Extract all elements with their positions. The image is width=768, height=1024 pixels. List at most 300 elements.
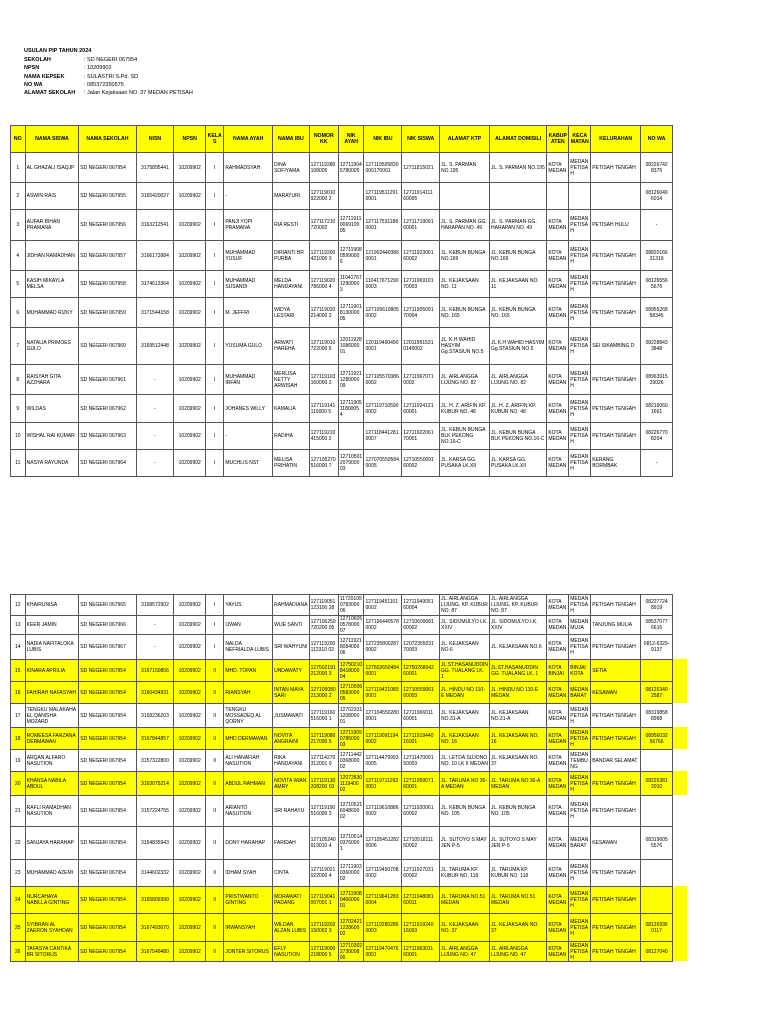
- cell-kelas: II: [206, 660, 224, 682]
- cell-alamat-ktp: JL. KEJAKSAAN NO. 16: [440, 728, 490, 750]
- cell-kelurahan: KESAWAN: [591, 827, 641, 860]
- cell-alamat-ktp: JL. TARUMA KP. KUBUR NO. 118: [440, 860, 490, 887]
- cell-nama-ayah: ARIANTO NASUTION: [224, 796, 273, 827]
- cell-kabupaten: KOTA MEDAN: [547, 796, 569, 827]
- cell-no: 7: [11, 328, 26, 365]
- cell-kelas: II: [206, 914, 224, 942]
- cell-nama-ibu: RADIHA: [273, 423, 310, 450]
- cell-nisn: -: [136, 395, 174, 423]
- cell-nisn: 3169512448: [136, 328, 174, 365]
- cell-nama-ayah: M. JEFFRI: [224, 298, 273, 328]
- cell-nama-ayah: YAYUS: [224, 595, 273, 616]
- cell-npsn: 10209902: [174, 860, 206, 887]
- cell-nama-sekolah: SD NEGERI 067954: [79, 860, 136, 887]
- cell-nik-ayah: 127119051180005 4: [338, 395, 364, 423]
- cell-nama-ibu: MELISA PRIHATIN: [273, 450, 310, 477]
- cell-nik-ibu: 1104176712900003: [364, 271, 402, 298]
- cell-nama-siswa: KEER JAMIN: [25, 616, 79, 635]
- cell-nisn: 3174613364: [136, 271, 174, 298]
- table-row: [11, 595, 673, 616]
- cell-alamat-domisili: JL. AIRLANGGA LIJUNG NO. 82: [490, 365, 547, 395]
- table-row: [11, 860, 673, 887]
- cell-no-wa: 08956032 56766: [641, 728, 673, 750]
- cell-nama-siswa: NADIA NAFITALOKA LUBIS: [25, 635, 79, 660]
- cell-alamat-domisili: JL. TARUMA NO.51 MEDAN: [490, 887, 547, 914]
- cell-nama-ibu: SRI RAHAYU: [273, 796, 310, 827]
- cell-alamat-ktp: JL. AIRLANGGA LIJUNG NO. 47: [440, 942, 490, 962]
- cell-nama-ibu: MERLISA KETTY ARWISAH: [273, 365, 310, 395]
- cell-kelurahan: PETISAH TENGAH: [591, 365, 641, 395]
- cell-alamat-domisili: JL. AIRLANGGA LIJUNG NO. 47: [490, 942, 547, 962]
- cell-nama-sekolah: SD NEGERI 067954: [79, 796, 136, 827]
- cell-nama-sekolah: SD NEGERI 067954: [79, 682, 136, 704]
- cell-nisn: 3163075214: [136, 772, 174, 796]
- cell-no-wa: 08126049 6014: [641, 183, 673, 210]
- cell-kelurahan: [591, 183, 641, 210]
- cell-nik-siswa: 12710550091 60002: [402, 450, 440, 477]
- cell-nama-ibu: RIKA HANDAYANI: [273, 750, 310, 772]
- cell-nik-ibu: 1271197112920001: [364, 772, 402, 796]
- cell-alamat-domisili: JL.K.H WAHID HASYIM Gg.STASIUN NO.5: [490, 328, 547, 365]
- cell-nama-siswa: SYIBRAN AL ZAERON SYAHDAN: [25, 914, 79, 942]
- column-header-nomor-kk: NOMOR KK: [309, 126, 338, 153]
- cell-npsn: 10209902: [174, 271, 206, 298]
- cell-kelurahan: BANDAR SELAMAT: [591, 750, 641, 772]
- column-header-no-wa: NO WA: [641, 126, 673, 153]
- cell-no-wa: 08820166 31319: [641, 241, 673, 271]
- info-label: SEKOLAH: [24, 57, 51, 64]
- cell-no-wa: 08319858 8968: [641, 704, 673, 728]
- cell-kabupaten: KOTA MEDAN: [547, 210, 569, 241]
- cell-kelas: I: [206, 241, 224, 271]
- cell-nama-sekolah: SD NEGERI 067967: [79, 635, 136, 660]
- cell-kabupaten: KOTA MEDAN: [547, 395, 569, 423]
- cell-kecamatan: MEDAN PETISAH: [569, 153, 591, 183]
- cell-alamat-domisili: JL. KEBUN BUNGA BLK PEKONG NO.16-C: [490, 423, 547, 450]
- cell-nomor-kk: 127119020214000 2: [309, 298, 338, 328]
- cell-kelurahan: PETISAH TENGAH: [591, 595, 641, 616]
- cell-kecamatan: MEDAN PETISAH: [569, 796, 591, 827]
- cell-nomor-kk: 127119010922000 2: [309, 183, 338, 210]
- cell-alamat-ktp: JL. S. PARMAN NO.195: [440, 153, 490, 183]
- highlight-marker: [673, 771, 687, 795]
- cell-nama-ibu: DINA SOFIYAMA: [273, 153, 310, 183]
- highlight-marker: [673, 941, 687, 961]
- cell-no-wa: [641, 660, 673, 682]
- cell-nik-ayah: 127024211228600 02: [338, 914, 364, 942]
- cell-nama-siswa: KHANSA NABILA ABDUL: [25, 772, 79, 796]
- cell-kecamatan: MEDAN PETISAH: [569, 772, 591, 796]
- cell-kecamatan: MEDAN PETISAH: [569, 423, 591, 450]
- cell-nomor-kk: 127119021022000 4: [309, 860, 338, 887]
- cell-kecamatan: MEDAN PETISAH: [569, 365, 591, 395]
- cell-kecamatan: MEDAN PETISAH: [569, 450, 591, 477]
- cell-nama-ibu: SRI WAHYUNI: [273, 635, 310, 660]
- cell-kabupaten: KOTA MEDAN: [547, 887, 569, 914]
- column-header-nisn: NISN: [136, 126, 174, 153]
- cell-nama-siswa: JIDHAN RAMADHAN: [25, 241, 79, 271]
- cell-no: 3: [11, 210, 26, 241]
- cell-kecamatan: MEDAN PETISAH: [569, 328, 591, 365]
- cell-nama-ibu: WILDAN ALZAN LUBIS: [273, 914, 310, 942]
- cell-nama-ibu: KAMALIA: [273, 395, 310, 423]
- cell-nik-siswa: 12711963011 60001: [402, 942, 440, 962]
- cell-nama-sekolah: SD NEGERI 067958: [79, 271, 136, 298]
- cell-alamat-ktp: JL. KEBUN BUNGA NO. 105: [440, 796, 490, 827]
- student-table-1: [10, 125, 673, 477]
- cell-nama-ibu: NOVITA IWAN AMRY: [273, 772, 310, 796]
- column-header-nama-ayah: NAMA AYAH: [224, 126, 273, 153]
- cell-alamat-domisili: JL. KEBUN BUNGA NO. 165: [490, 298, 547, 328]
- cell-kelas: I: [206, 616, 224, 635]
- cell-nik-ibu: 1271056108050002: [364, 298, 402, 328]
- cell-nama-ibu: UNDAWATY: [273, 660, 310, 682]
- cell-kelas: I: [206, 595, 224, 616]
- cell-nik-siswa: 12011951531 0140002: [402, 328, 440, 365]
- cell-nik-ibu: 1271054512820006: [364, 827, 402, 860]
- cell-no-wa: 08126936 0117: [641, 914, 673, 942]
- cell-nama-ibu: JUSMAWATI: [273, 704, 310, 728]
- cell-alamat-domisili: JL. KEJAKSAAN NO. 16: [490, 728, 547, 750]
- cell-kabupaten: KOTA MEDAN: [547, 728, 569, 750]
- cell-nik-ayah: [338, 183, 364, 210]
- cell-no-wa: 08227724 8919: [641, 595, 673, 616]
- cell-no: 23: [11, 860, 26, 887]
- cell-no: 10: [11, 423, 26, 450]
- student-table-2: [10, 594, 673, 962]
- column-header-alamat-ktp: ALAMAT KTP: [440, 126, 490, 153]
- cell-no: 15: [11, 660, 26, 682]
- cell-no: 1: [11, 153, 26, 183]
- cell-nik-ibu: 1201194904900001: [364, 328, 402, 365]
- cell-kelurahan: PETISAH TENGAH: [591, 635, 641, 660]
- cell-kecamatan: MEDAN PETISAH: [569, 595, 591, 616]
- cell-nisn: -: [136, 635, 174, 660]
- cell-no: 6: [11, 298, 26, 328]
- cell-kelas: II: [206, 887, 224, 914]
- cell-kabupaten: KOTA MEDAN: [547, 153, 569, 183]
- cell-nik-siswa: 12711923061 60002: [402, 241, 440, 271]
- cell-no-wa: 08126340 2587: [641, 682, 673, 704]
- cell-no: 24: [11, 887, 26, 914]
- cell-kelas: I: [206, 328, 224, 365]
- cell-nisn: 3157224755: [136, 796, 174, 827]
- cell-nama-ayah: JONTER SITORUS: [224, 942, 273, 962]
- cell-nik-ibu: 1271194704760001: [364, 942, 402, 962]
- cell-kelurahan: PETISAH TENGAH: [591, 942, 641, 962]
- cell-alamat-domisili: JL. SIDOMULYO LK. XXIV: [490, 616, 547, 635]
- cell-nik-ayah: 127119080599000 6: [338, 241, 364, 271]
- cell-kabupaten: KOTA MEDAN: [547, 682, 569, 704]
- cell-nisn: 3160434931: [136, 682, 174, 704]
- info-label: ALAMAT SEKOLAH: [24, 90, 76, 97]
- cell-nomor-kk: 127119190516000 3: [309, 796, 338, 827]
- cell-nama-siswa: RAISYAH GITA AZZHARA: [25, 365, 79, 395]
- table-row: [11, 660, 673, 682]
- cell-nama-ayah: IJWAN: [224, 616, 273, 635]
- cell-nik-ibu: 1271196108860002: [364, 796, 402, 827]
- column-header-no: NO: [11, 126, 26, 153]
- cell-npsn: 10209902: [174, 772, 206, 796]
- cell-nisn: 3165420027: [136, 183, 174, 210]
- cell-no-wa: 08228843 3848: [641, 328, 673, 365]
- cell-kelas: I: [206, 423, 224, 450]
- cell-nik-ayah: 127105060583000 05: [339, 683, 363, 702]
- cell-nama-siswa: TAFASYA CANTIKA BR SITORUS: [25, 942, 79, 962]
- cell-nomor-kk: 127119020786000 4: [309, 271, 338, 298]
- cell-no: 17: [11, 704, 26, 728]
- cell-alamat-ktp: JL. K.H WAHID HASYIM Gg.STASIUN NO.5: [440, 328, 490, 365]
- cell-kabupaten: KOTA MEDAN: [547, 328, 569, 365]
- cell-nama-siswa: ARQAN ALFARO NASUTION: [25, 750, 79, 772]
- cell-kabupaten: KOTA BINJAI: [547, 660, 569, 682]
- info-row: [24, 73, 193, 81]
- cell-no: 14: [11, 635, 26, 660]
- info-value: : 085372350575: [84, 81, 124, 88]
- cell-nik-ayah: 120726301119400 02: [338, 772, 364, 796]
- cell-kelurahan: PETISAH TENGAH: [591, 395, 641, 423]
- cell-npsn: 10209902: [174, 827, 206, 860]
- cell-kelas: I: [206, 450, 224, 477]
- highlight-marker: [673, 727, 687, 749]
- cell-no-wa: 08126556 5676: [641, 271, 673, 298]
- cell-nik-ibu: 1271197105900002: [364, 395, 402, 423]
- cell-nik-ibu: 1272358002870002: [364, 635, 402, 660]
- cell-npsn: 10209902: [174, 595, 206, 616]
- cell-kecamatan: MEDAN PETISAH: [569, 298, 591, 328]
- cell-nik-siswa: 12711719091 60001: [402, 210, 440, 241]
- cell-npsn: 10209902: [174, 210, 206, 241]
- cell-nik-ayah: 127119218084000 06: [338, 635, 364, 660]
- cell-nomor-kk: 127117210720002: [309, 210, 338, 241]
- cell-nomor-kk: 127106250720200 05: [309, 616, 338, 635]
- cell-npsn: 10209902: [174, 423, 206, 450]
- cell-nama-ayah: YUSUMA GULO: [224, 328, 273, 365]
- column-header-nik-siswa: NIK SISWA: [402, 126, 440, 153]
- cell-no-wa: 08537077 6616: [641, 616, 673, 635]
- cell-nik-siswa: 12711924121 60001: [402, 395, 440, 423]
- cell-nama-ayah: -: [224, 183, 273, 210]
- cell-nama-ibu: RAHMADIANA: [273, 595, 310, 616]
- cell-nama-ibu: MARAYURI: [273, 183, 310, 210]
- cell-no: 25: [11, 914, 26, 942]
- cell-kecamatan: MEDAN PETISAH: [569, 704, 591, 728]
- cell-nisn: 3171544158: [136, 298, 174, 328]
- table-row: [11, 183, 673, 210]
- document-title: USULAN PIP TAHUN 2024: [24, 48, 92, 54]
- cell-nik-ayah: 127119030360000 02: [338, 860, 364, 887]
- info-value: : 10209902: [84, 65, 112, 72]
- cell-kabupaten: KOTA MEDAN: [547, 772, 569, 796]
- cell-nisn: -: [136, 450, 174, 477]
- cell-kecamatan: MEDAN PETISAH: [569, 635, 591, 660]
- cell-nik-siswa: 12711919440 16001: [402, 728, 440, 750]
- cell-nama-ibu: ARWATI HAREHA: [273, 328, 310, 365]
- cell-nama-ayah: MHD DERMAWAN: [224, 728, 273, 750]
- table-row: [11, 635, 673, 660]
- cell-kelurahan: PETISAH TENGAH: [591, 423, 641, 450]
- table-row: [11, 271, 673, 298]
- cell-kecamatan: MEDAN PETISAH: [569, 210, 591, 241]
- cell-nik-siswa: 12711914111 60005: [402, 183, 440, 210]
- cell-nik-ibu: 1271175311880001: [364, 210, 402, 241]
- cell-no-wa: 08226770 8204: [641, 423, 673, 450]
- cell-alamat-domisili: JL. KARSA GG. PUSAKA LK.XII: [490, 450, 547, 477]
- cell-nama-ayah: ALI HANAFIAH NASUTION: [224, 750, 273, 772]
- cell-kecamatan: MEDAN PETISAH: [569, 887, 591, 914]
- column-header-nik-ibu: NIK IBU: [364, 126, 402, 153]
- cell-nik-siswa: 12711905091 70004: [402, 298, 440, 328]
- cell-nama-sekolah: SD NEGERI 067954: [79, 942, 136, 962]
- cell-nik-siswa: 12711815021: [402, 153, 440, 183]
- cell-nomor-kk: 127119051123100 28: [309, 595, 338, 616]
- cell-nama-ayah: IDHAM SYAH: [224, 860, 273, 887]
- cell-nik-ayah: 127502108418000 04: [339, 661, 363, 680]
- cell-npsn: 10209902: [174, 298, 206, 328]
- cell-kecamatan: MEDAN PETISAH: [569, 942, 591, 962]
- cell-kelas: II: [206, 796, 224, 827]
- cell-nama-sekolah: SD NEGERI 067954: [79, 153, 136, 183]
- cell-no-wa: [641, 750, 673, 772]
- cell-npsn: 10209902: [174, 183, 206, 210]
- cell-nama-ayah: MUHAMMAD SUSANDI: [224, 271, 273, 298]
- cell-npsn: 10209902: [174, 395, 206, 423]
- cell-kelas: I: [206, 635, 224, 660]
- cell-no: 20: [11, 772, 26, 796]
- cell-kabupaten: KOTA MEDAN: [547, 423, 569, 450]
- cell-kelurahan: KERANG BORMBAK: [591, 450, 641, 477]
- cell-nik-ibu: 1271190911940002: [364, 728, 402, 750]
- cell-kecamatan: [569, 183, 591, 210]
- cell-nisn: 3175895441: [136, 153, 174, 183]
- cell-nama-siswa: SANJAYA HARAHAP: [25, 827, 79, 860]
- cell-kecamatan: MEDAN PETISAH: [569, 860, 591, 887]
- cell-npsn: 10209902: [174, 365, 206, 395]
- cell-nama-siswa: WISHAL RAI KUMAR: [25, 423, 79, 450]
- cell-nama-sekolah: SD NEGERI 067964: [79, 450, 136, 477]
- cell-alamat-ktp: JL. KEBUN BUNGA NO.169: [440, 241, 490, 271]
- cell-no: 26: [11, 942, 26, 962]
- column-header-kelas: KELAS: [206, 126, 224, 153]
- cell-nomor-kk: 127119200112310 02: [309, 635, 338, 660]
- cell-kelas: II: [206, 682, 224, 704]
- cell-nama-sekolah: SD NEGERI 067962: [79, 395, 136, 423]
- cell-kelas: II: [206, 750, 224, 772]
- cell-kecamatan: MEDAN PETISAH: [569, 914, 591, 942]
- cell-npsn: 10209902: [174, 635, 206, 660]
- cell-nomor-kk: 127119160516000 1: [309, 704, 338, 728]
- cell-nisn: -: [136, 616, 174, 635]
- cell-nik-siswa: 12710609081 60002: [402, 616, 440, 635]
- cell-no: 21: [11, 796, 26, 827]
- cell-nisn: 3157322800: [136, 750, 174, 772]
- cell-nik-ayah: 127119211280000 09: [338, 365, 364, 395]
- cell-nik-ibu: 1275026504840001: [364, 660, 402, 682]
- cell-nama-sekolah: SD NEGERI 067954: [79, 887, 136, 914]
- cell-nik-ibu: 1271064405780002: [364, 616, 402, 635]
- cell-nama-siswa: KASIH MIKAYLA MELSA: [25, 271, 79, 298]
- cell-kabupaten: KOTA MEDAN: [547, 942, 569, 962]
- cell-kabupaten: KOTA MEDAN: [547, 595, 569, 616]
- cell-nama-sekolah: SD NEGERI 067954: [79, 914, 136, 942]
- cell-alamat-ktp: JL. KEBUN BUNGA BLK PEKONG NO.16-C: [440, 423, 490, 450]
- cell-kelas: I: [206, 271, 224, 298]
- cell-nama-sekolah: SD NEGERI 067954: [79, 827, 136, 860]
- cell-alamat-ktp: JL. KEJAKSAAN NO. 11: [440, 271, 490, 298]
- cell-npsn: 10209902: [174, 660, 206, 682]
- cell-nama-siswa: KINARA APRILIA: [25, 660, 79, 682]
- cell-no: 5: [11, 271, 26, 298]
- cell-nama-siswa: AL GHAZALI ISAQJP: [25, 153, 79, 183]
- cell-nik-siswa: 12711920061 60002: [402, 796, 440, 827]
- cell-nomor-kk: 127105240913010 4: [309, 827, 338, 860]
- cell-npsn: 10209902: [174, 153, 206, 183]
- column-header-npsn: NPSN: [174, 126, 206, 153]
- cell-alamat-domisili: JL. KEBUN BUNGA NO.169: [490, 241, 547, 271]
- table-row: [11, 682, 673, 704]
- cell-nama-siswa: ROMEESA FARZANA DERMAWAN: [25, 728, 79, 750]
- cell-nama-ibu: INTAN MAYA SARI: [273, 682, 310, 704]
- table-row: [11, 728, 673, 750]
- cell-npsn: 10209902: [174, 241, 206, 271]
- cell-alamat-ktp: JL. HINDU NO 110-E MEDAN: [440, 682, 490, 704]
- cell-nik-ibu: 1270705505840005: [364, 450, 402, 477]
- cell-no-wa: 08216060 1661: [641, 395, 673, 423]
- cell-kelas: I: [206, 298, 224, 328]
- cell-nama-sekolah: SD NEGERI 067954: [79, 704, 136, 728]
- cell-nama-ayah: RIANSYAH: [224, 682, 273, 704]
- cell-alamat-ktp: JL. SUTOYO S MAY JEN P-5: [440, 827, 490, 860]
- cell-nama-sekolah: SD NEGERI 067965: [79, 595, 136, 616]
- cell-no-wa: 08319605 5576: [641, 827, 673, 860]
- table-row: [11, 153, 673, 183]
- cell-no: 12: [11, 595, 26, 616]
- cell-no-wa: 08226742 8375: [641, 153, 673, 183]
- info-label: NAMA KEPSEK: [24, 73, 65, 80]
- cell-no-wa: [641, 860, 673, 887]
- cell-npsn: 10209902: [174, 682, 206, 704]
- cell-nisn: 3154835943: [136, 827, 174, 860]
- cell-nama-sekolah: SD NEGERI 067954: [79, 750, 136, 772]
- info-row: [24, 81, 193, 89]
- cell-no-wa: [641, 887, 673, 914]
- table-row: [11, 328, 673, 365]
- cell-nomor-kk: 127119103160000 2: [309, 365, 338, 395]
- cell-alamat-domisili: JL. KEBUN BUNGA NO. 105: [490, 796, 547, 827]
- cell-nama-ibu: RIA RESTI: [273, 210, 310, 241]
- cell-nisn: 3167844857: [136, 728, 174, 750]
- cell-kabupaten: KOTA MEDAN: [547, 271, 569, 298]
- cell-nama-ayah: DONY HARAHAP: [224, 827, 273, 860]
- cell-nama-ayah: MUHAMMAD IRFAN: [224, 365, 273, 395]
- cell-nama-ayah: ABDUL RAHMAN: [224, 772, 273, 796]
- cell-nama-ayah: NALDA NEFRIALDA LUBIS: [224, 635, 273, 660]
- cell-npsn: 10209902: [174, 750, 206, 772]
- cell-nik-siswa: 12711948081 60011: [402, 887, 440, 914]
- cell-nama-ayah: MUCHLIS NST: [224, 450, 273, 477]
- cell-kecamatan: MEDAN MUJA: [569, 616, 591, 635]
- cell-kelurahan: TANJUNG MULIA: [591, 616, 641, 635]
- cell-nik-ayah: 127105140376000 1: [338, 827, 364, 860]
- cell-nama-ayah: PANJI YOPI PRAMANA: [224, 210, 273, 241]
- cell-nama-ayah: JOHANES WILLY: [224, 395, 273, 423]
- cell-kabupaten: KOTA MEDAN: [547, 827, 569, 860]
- cell-nomor-kk: 127119080217000 5: [309, 728, 338, 750]
- cell-no-wa: -: [641, 450, 673, 477]
- cell-npsn: 10209902: [174, 914, 206, 942]
- cell-no-wa: 08955268 58345: [641, 298, 673, 328]
- cell-nama-sekolah: SD NEGERI 067954: [79, 728, 136, 750]
